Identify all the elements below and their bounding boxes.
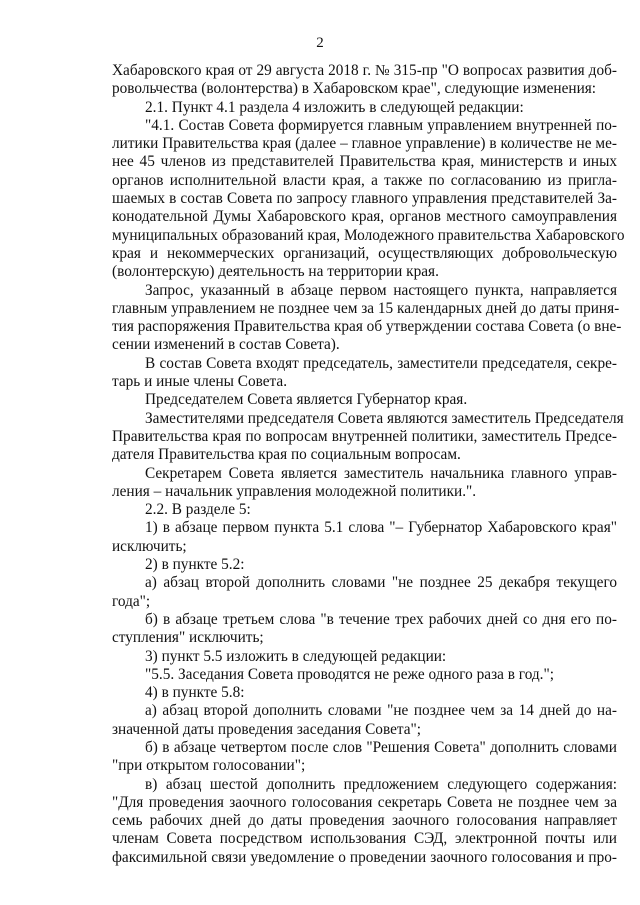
text-line: В состав Совета входят председатель, заместители председателя, секре- [145,354,617,372]
text-line: б) в абзаце третьем слова "в течение трех рабочих дней со дня его по- [145,610,617,628]
text-line: б) в абзаце четвертом после слов "Решения Совета" дополнить словами [145,738,617,756]
text-line: исключить; [112,537,187,555]
text-line: сении изменений в состав Совета). [112,336,340,354]
text-line: факсимильной связи уведомление о проведении заочного голосования и про- [112,848,617,866]
text-line: "Для проведения заочного голосования секретарь Совета не позднее чем за [112,793,617,811]
text-line: главным управлением не позднее чем за 15 календарных дней до даты приня- [112,299,620,317]
text-line: а) абзац второй дополнить словами "не позднее чем за 14 дней до на- [145,702,617,720]
text-line: "5.5. Заседания Совета проводятся не реже одного раза в год."; [145,665,554,683]
text-line: дателя Правительства края по социальным вопросам. [112,446,461,464]
text-line: 1) в абзаце первом пункта 5.1 слова "– Губернатор Хабаровского края" [145,519,617,537]
text-line: членам Совета посредством использования СЭД, электронной почты или [112,830,617,848]
text-line: 3) пункт 5.5 изложить в следующей редакции: [145,647,447,665]
text-line: (волонтерскую) деятельность на территории края. [112,263,439,281]
text-line: литики Правительства края (далее – главное управление) в количестве не ме- [112,135,617,153]
text-line: 2.1. Пункт 4.1 раздела 4 изложить в следующей редакции: [145,98,524,116]
text-line: года"; [112,592,151,610]
text-line: ления – начальник управления молодежной политики.". [112,482,477,500]
text-line: Заместителями председателя Совета являются заместитель Председателя [145,409,624,427]
document-body [112,62,625,867]
text-line: 2.2. В разделе 5: [145,501,251,519]
text-line: Председателем Совета является Губернатор края. [145,391,468,409]
text-line: шаемых в состав Совета по запросу главного управления представителей За- [112,190,617,208]
text-line: а) абзац второй дополнить словами "не позднее 25 декабря текущего [145,574,617,592]
text-line: нее 45 членов из представителей Правительства края, министерств и иных [112,153,617,171]
page-number: 2 [316,35,324,51]
text-line: Правительства края по вопросам внутренней политики, заместитель Предсе- [112,427,617,445]
text-line: значенной даты проведения заседания Совета"; [112,720,422,738]
text-line: края и некоммерческих организаций, осуществляющих добровольческую [112,244,617,262]
text-line: Секретарем Совета является заместитель начальника главного управ- [145,464,617,482]
text-line: ступления" исключить; [112,629,264,647]
text-line: семь рабочих дней до даты проведения заочного голосования направляет [112,812,617,830]
text-line: Запрос, указанный в абзаце первом настоящего пункта, направляется [145,281,617,299]
text-line: "4.1. Состав Совета формируется главным управлением внутренней по- [145,116,617,134]
text-line: "при открытом голосовании"; [112,757,306,775]
text-line: конодательной Думы Хабаровского края, органов местного самоуправления [112,208,617,226]
text-line: 4) в пункте 5.8: [145,684,245,702]
text-line: органов исполнительной власти края, а также по согласованию из пригла- [112,171,617,189]
text-line: тия распоряжения Правительства края об утверждении состава Совета (о вне- [112,318,622,336]
text-line: тарь и иные члены Совета. [112,373,288,391]
text-line: Хабаровского края от 29 августа 2018 г. № 315-пр "О вопросах развития доб- [112,62,617,79]
text-line: ровольчества (волонтерства) в Хабаровском крае", следующие изменения: [112,80,597,98]
text-line: муниципальных образований края, Молодежного правительства Хабаровского [112,226,625,244]
text-line: в) абзац шестой дополнить предложением следующего содержания: [145,775,617,793]
text-line: 2) в пункте 5.2: [145,556,245,574]
